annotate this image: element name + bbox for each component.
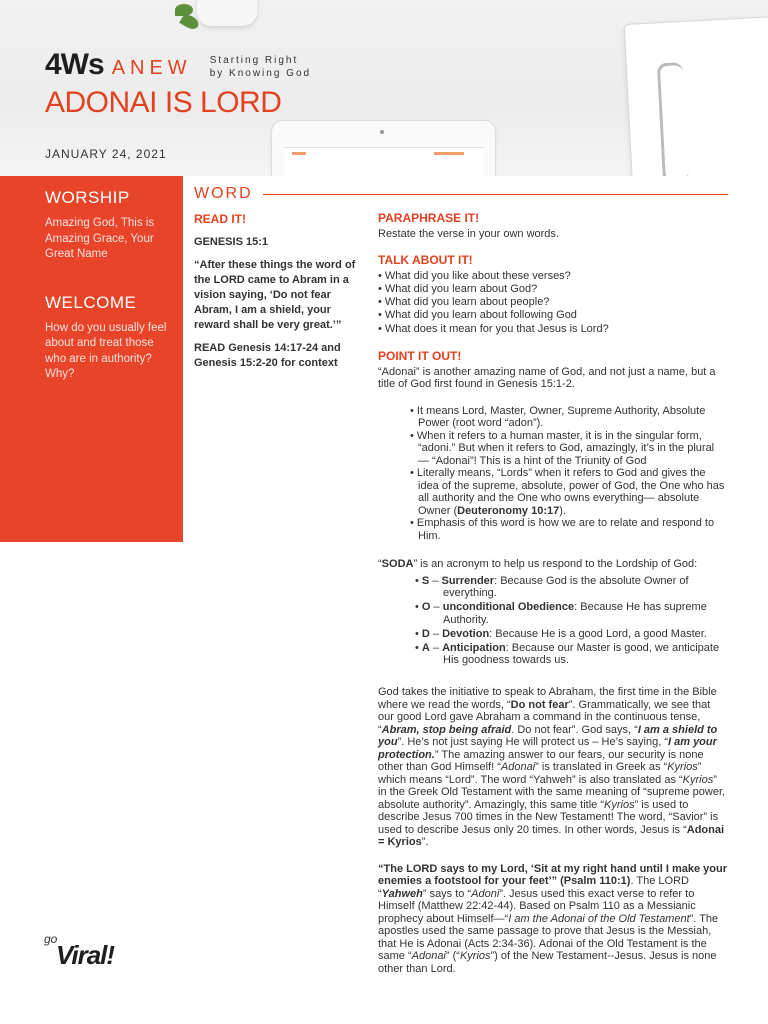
para-text: ”. <box>421 836 429 848</box>
soda-desc: : Because God is the absolute Owner of everything. <box>443 574 689 599</box>
list-item: • What did you learn about following God <box>378 309 728 322</box>
read-more-text: READ Genesis 14:17-24 and Genesis 15:2-20 for context <box>194 342 341 369</box>
para-text: ”. Jesus used this exact verse to refer to Himself (Matthew 22:42-44). Based on Psalm 110 as a Messianic prophecy about Himself—“ <box>378 887 696 925</box>
tagline-line2: by Knowing God <box>209 68 312 79</box>
soda-list <box>414 575 728 667</box>
talk-question-list <box>378 270 728 336</box>
brand-tagline <box>210 54 311 80</box>
soda-intro <box>378 558 728 571</box>
divider <box>263 194 728 195</box>
soda-term: unconditional Obedience <box>442 601 575 613</box>
word-section-heading <box>194 185 728 203</box>
para-italic: I am the Adonai of the Old Testament <box>508 912 690 925</box>
para-italic: Abram, stop being afraid <box>381 723 512 736</box>
clipboard-clip <box>657 62 689 176</box>
para-text: God takes the initiative to speak to Abraham, the first time in the Bible where we read the words, “ <box>378 686 717 711</box>
list-item: • A – Anticipation: Because our Master is good, we anticipate His goodness towards us. <box>414 642 728 667</box>
discussion-column <box>378 212 728 975</box>
para-text: ”) of the New Testament--Jesus. Jesus is none other than Lord. <box>378 950 717 975</box>
header-banner <box>0 0 768 176</box>
para-text: ” The amazing answer to our fears, our security is none other than God Himself! “ <box>378 748 704 773</box>
para-text: ” is used to describe Jesus 700 times in the New Testament! The word, “Savior” is used to describe Jesus only 20 times. In other words, Jesus is “ <box>378 798 719 836</box>
soda-term: Anticipation <box>442 641 506 654</box>
para-italic: Adonai <box>411 950 446 962</box>
para-text: ” which means “Lord”. The word “Yahweh” is also translated as “ <box>378 761 702 786</box>
point-bullet-list <box>408 405 728 543</box>
bullet-ref: Deuteronomy 10:17 <box>457 504 560 517</box>
commentary-paragraph-2 <box>378 863 728 976</box>
tablet-screen <box>284 147 484 176</box>
sidebar-panel <box>0 176 183 542</box>
page-title: ADONAI IS LORD <box>45 86 282 119</box>
talk-heading: TALK ABOUT IT! <box>378 253 473 267</box>
welcome-heading: WELCOME <box>45 292 137 312</box>
tagline-line1: Starting Right <box>209 55 299 66</box>
page-date: JANUARY 24, 2021 <box>45 147 167 161</box>
soda-letter: O <box>421 601 431 613</box>
scripture-reference: GENESIS 15:1 <box>194 236 268 248</box>
brand-main: 4Ws <box>45 48 104 81</box>
logo-viral: Viral! <box>56 940 115 970</box>
para-italic: Kyrios <box>682 773 714 786</box>
para-text: ”. He’s not just saying He will protect us – He’s saying, “ <box>397 736 668 748</box>
para-bold: “The LORD says to my Lord, ‘Sit at my right hand until I make your enemies a footstool for your feet’” (Psalm 110:1) <box>378 862 727 887</box>
para-italic: Kyrios <box>604 798 635 811</box>
bullet-text: ). <box>559 504 566 517</box>
clipboard-photo <box>624 16 768 176</box>
go-viral-logo <box>44 932 134 978</box>
list-item: • What did you learn about God? <box>378 283 728 296</box>
list-item: • Emphasis of this word is how we are to relate and respond to Him. <box>408 517 728 542</box>
soda-letter: S <box>421 574 430 587</box>
para-italic: Adoni <box>471 887 500 900</box>
soda-term: Surrender <box>441 574 495 587</box>
soda-intro-text: ” is an acronym to help us respond to the Lordship of God: <box>413 558 698 570</box>
screen-bar <box>292 152 306 155</box>
brand-accent: ANEW <box>111 57 192 79</box>
soda-term: Devotion <box>442 627 490 640</box>
soda-desc: : Because He has supreme Authority. <box>443 601 707 626</box>
list-item: • D – Devotion: Because He is a good Lord, a good Master. <box>414 628 728 641</box>
brand-logo <box>45 48 311 82</box>
screen-bar <box>434 152 464 155</box>
soda-desc: : Because our Master is good, we anticipate His goodness towards us. <box>443 641 720 666</box>
list-item <box>408 467 728 517</box>
soda-letter: D <box>421 627 430 640</box>
welcome-text: How do you usually feel about and treat those who are in authority? Why? <box>45 321 167 380</box>
para-text: ” is translated in Greek as “ <box>535 761 668 773</box>
tablet-photo <box>271 120 496 176</box>
scripture-quote: “After these things the word of the LORD came to Abram in a vision saying, ‘Do not fear Abram, I am a shield, your reward shall be very great.’” <box>194 259 356 331</box>
camera-dot <box>380 130 384 134</box>
paraphrase-heading: PARAPHRASE IT! <box>378 211 480 225</box>
quote-mark: “ <box>378 558 382 570</box>
para-text: ” says to “ <box>422 887 472 900</box>
point-heading: POINT IT OUT! <box>378 349 462 363</box>
para-italic: Yahweh <box>381 887 423 900</box>
para-italic: I am your protection. <box>378 736 717 761</box>
para-text: ”. The apostles used the same passage to prove that Jesus is the Messiah, that He is Adonai (Acts 2:34-36). Adonai of the Old Testament is the same “ <box>378 912 719 962</box>
soda-desc: : Because He is a good Lord, a good Master. <box>489 627 707 640</box>
list-item: • It means Lord, Master, Owner, Supreme Authority, Absolute Power (root word “adon”). <box>408 405 728 430</box>
list-item: • What did you like about these verses? <box>378 270 728 283</box>
para-text: ” (“ <box>445 950 460 962</box>
para-italic: Kyrios <box>459 950 491 962</box>
read-it-column <box>194 212 356 371</box>
word-heading: WORD <box>194 185 253 202</box>
logo-go: go <box>44 932 58 946</box>
commentary-paragraph-1 <box>378 686 728 849</box>
para-italic: Adonai <box>500 761 536 773</box>
para-italic: Kyrios <box>667 761 698 773</box>
soda-letter: A <box>421 641 430 654</box>
list-item: • O – unconditional Obedience: Because He has supreme Authority. <box>414 601 728 626</box>
list-item: • When it refers to a human master, it is in the singular form, “adoni.” But when it refers to God, amazingly, it’s in the plural — “Adonai”! This is a hint of the Triunity of God <box>408 430 728 468</box>
list-item: • What does it mean for you that Jesus is Lord? <box>378 323 728 336</box>
paraphrase-text: Restate the verse in your own words. <box>378 227 559 240</box>
read-heading: READ IT! <box>194 212 246 226</box>
list-item: • S – Surrender: Because God is the absolute Owner of everything. <box>414 575 728 600</box>
point-intro: “Adonai” is another amazing name of God, and not just a name, but a title of God first found in Genesis 15:1-2. <box>378 365 716 390</box>
plant-pot <box>197 0 257 26</box>
list-item: • What did you learn about people? <box>378 296 728 309</box>
worship-heading: WORSHIP <box>45 188 130 207</box>
bullet-text: Literally means, “Lords” when it refers to God and gives the idea of the supreme, absolute, power of God, the One who has all authority and the One who owns everything— absolute Owner ( <box>416 467 725 517</box>
para-bold: Adonai = Kyrios <box>378 823 725 848</box>
plant-photo <box>175 0 250 32</box>
para-bold: Do not fear <box>510 698 569 711</box>
soda-word: SODA <box>381 558 414 570</box>
para-italic: I am a shield to you <box>378 723 718 748</box>
para-text: ”. Grammatically, we see that our good Lord gave Abraham a command in the continuous tense, “ <box>378 698 711 736</box>
para-text: ” in the Greek Old Testament with the same meaning of “supreme power, absolute authority”. Amazingly, this same title “ <box>378 773 726 811</box>
para-text: . Do not fear”. God says, “ <box>511 723 638 736</box>
para-text: . The LORD “ <box>378 875 689 900</box>
worship-text: Amazing God, This is Amazing Grace, Your Great Name <box>45 217 155 260</box>
